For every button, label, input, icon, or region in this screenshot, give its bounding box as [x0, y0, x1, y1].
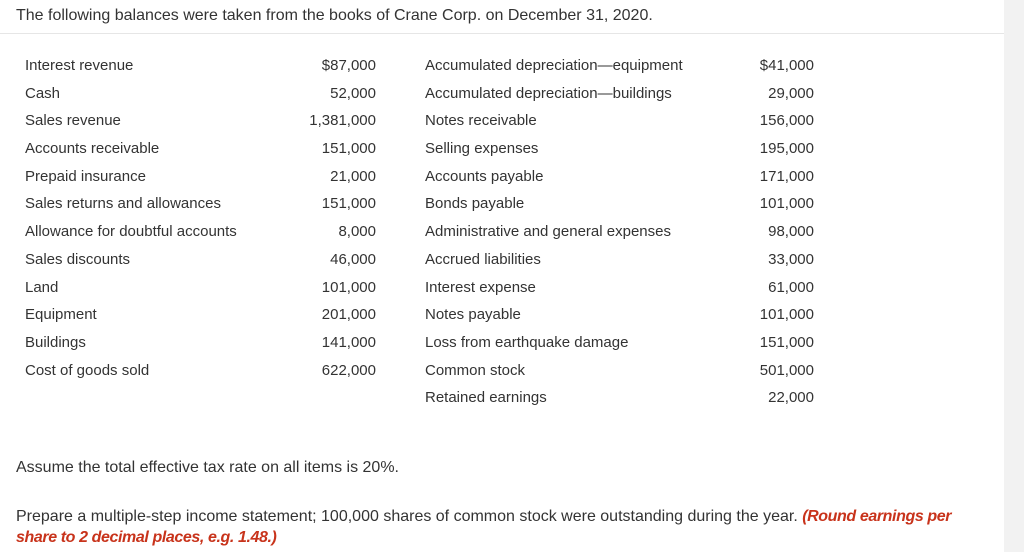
account-label: Loss from earthquake damage [425, 333, 629, 351]
account-value: $41,000 [759, 57, 814, 74]
account-label: Interest revenue [25, 57, 134, 74]
account-label: Bonds payable [425, 195, 525, 213]
account-label: Sales revenue [25, 112, 121, 130]
account-value: 501,000 [759, 361, 814, 379]
account-label: Retained earnings [425, 389, 547, 407]
account-value: 622,000 [321, 361, 376, 379]
account-label: Buildings [25, 333, 86, 351]
account-value: 46,000 [330, 250, 376, 268]
account-value: 156,000 [759, 112, 814, 130]
account-value: 22,000 [768, 389, 814, 407]
account-label: Common stock [425, 361, 526, 379]
account-value: 151,000 [321, 140, 376, 158]
account-value: 151,000 [321, 195, 376, 213]
account-value: 98,000 [768, 223, 814, 241]
tax-rate-note: Assume the total effective tax rate on all items is 20%. [16, 459, 399, 476]
instruction-main: Prepare a multiple-step income statement; 100,000 shares of common stock were outstanding during the year. [16, 508, 798, 525]
account-label: Accumulated depreciation—buildings [425, 84, 672, 102]
account-value: 171,000 [759, 167, 814, 185]
instruction-text [16, 506, 991, 548]
intro-text: The following balances were taken from the books of Crane Corp. on December 31, 2020. [16, 7, 653, 24]
account-value: 151,000 [759, 333, 814, 351]
right-account-values [725, 52, 814, 412]
account-value: 1,381,000 [309, 112, 376, 130]
account-label: Prepaid insurance [25, 167, 146, 185]
account-value: 101,000 [759, 195, 814, 213]
account-value: 141,000 [321, 333, 376, 351]
left-account-labels [25, 52, 295, 384]
account-label: Sales returns and allowances [25, 195, 221, 213]
account-label: Equipment [25, 306, 97, 324]
account-label: Notes payable [425, 306, 521, 324]
top-divider [0, 33, 1004, 34]
right-account-labels [425, 52, 735, 412]
account-label: Interest expense [425, 278, 536, 296]
account-label: Notes receivable [425, 112, 537, 130]
account-label: Allowance for doubtful accounts [25, 223, 237, 241]
left-account-values [290, 52, 376, 384]
account-value: 52,000 [330, 84, 376, 102]
account-label: Cost of goods sold [25, 361, 150, 379]
account-label: Cash [25, 84, 61, 102]
account-label: Accumulated depreciation—equipment [425, 57, 683, 74]
account-label: Accounts payable [425, 167, 544, 185]
account-value: 8,000 [338, 223, 376, 241]
account-value: 101,000 [321, 278, 376, 296]
account-value: 201,000 [321, 306, 376, 324]
account-value: 21,000 [330, 167, 376, 185]
account-value: 33,000 [768, 250, 814, 268]
account-label: Sales discounts [25, 250, 131, 268]
account-label: Accounts receivable [25, 140, 160, 158]
account-value: 29,000 [768, 84, 814, 102]
rounding-emphasis: (Round earnings per share to 2 decimal places, e.g. 1.48.) [16, 508, 952, 546]
account-value: $87,000 [321, 57, 376, 74]
account-label: Administrative and general expenses [425, 223, 671, 241]
account-value: 61,000 [768, 278, 814, 296]
right-side-strip [1004, 0, 1024, 552]
account-label: Selling expenses [425, 140, 539, 158]
account-label: Accrued liabilities [425, 250, 541, 268]
account-value: 195,000 [759, 140, 814, 158]
account-value: 101,000 [759, 306, 814, 324]
account-label: Land [25, 278, 59, 296]
